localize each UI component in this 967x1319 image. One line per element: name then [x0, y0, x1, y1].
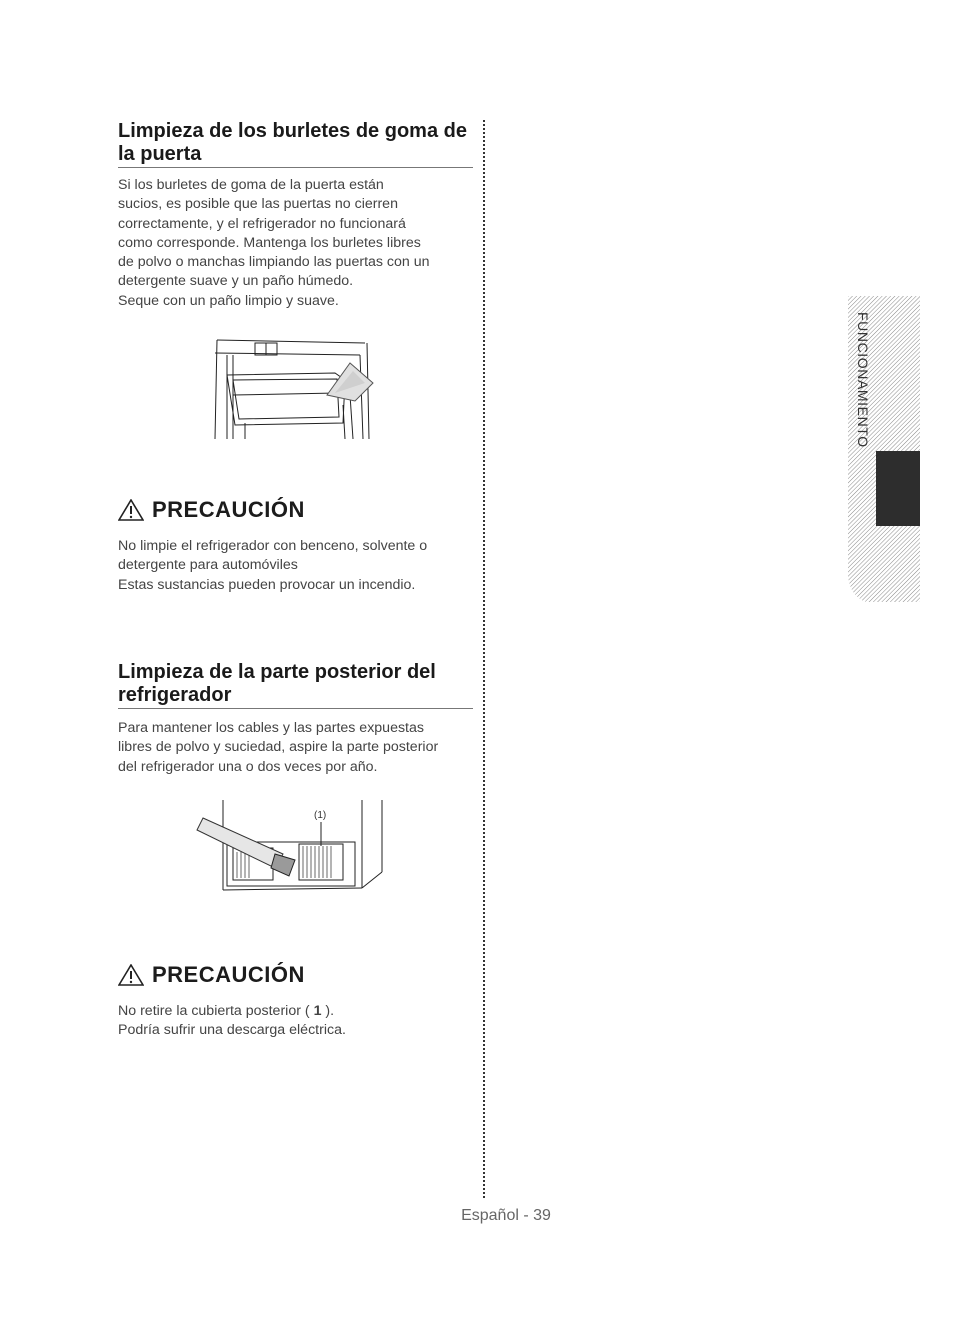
body-line: Seque con un paño limpio y suave.	[118, 292, 339, 309]
chapter-tab-label: FUNCIONAMIENTO	[855, 312, 871, 448]
body-line: correctamente, y el refrigerador no funcionará	[118, 215, 406, 232]
body-line: de polvo o manchas limpiando las puertas con un	[118, 254, 430, 271]
caution-title: PRECAUCIÓN	[152, 962, 305, 987]
body-line: detergente para automóviles	[118, 557, 298, 574]
warning-triangle-icon	[118, 964, 144, 986]
body-line: No limpie el refrigerador con benceno, solvente o	[118, 538, 428, 554]
body-line: del refrigerador una o dos veces por año.	[118, 758, 378, 775]
body-line	[118, 1002, 473, 1021]
body-line: detergente suave y un paño húmedo.	[118, 273, 354, 290]
section-body	[118, 176, 473, 311]
body-text-suffix: ).	[321, 1003, 335, 1019]
section-back-cleaning	[118, 661, 473, 777]
caution-heading	[118, 497, 473, 523]
caution-body	[118, 537, 473, 595]
section-door-gasket	[118, 120, 473, 311]
body-line: Si los burletes de goma de la puerta están	[118, 177, 384, 193]
section-title: Limpieza de la parte posterior del refrigerador	[118, 661, 473, 709]
column-divider	[483, 120, 485, 1198]
caution-block-1	[118, 497, 473, 595]
body-line: libres de polvo y suciedad, aspire la parte posterior	[118, 739, 439, 756]
page-number: Español - 39	[461, 1207, 551, 1224]
caution-block-2	[118, 962, 473, 1041]
body-text-prefix: No retire la cubierta posterior (	[118, 1003, 314, 1019]
caution-heading	[118, 962, 473, 988]
caution-body	[118, 1002, 473, 1041]
caution-title: PRECAUCIÓN	[152, 497, 305, 522]
section-title: Limpieza de los burletes de goma de la puerta	[118, 120, 473, 168]
door-gasket-illustration	[205, 335, 385, 445]
body-line: Podría sufrir una descarga eléctrica.	[118, 1022, 346, 1039]
warning-triangle-icon	[118, 499, 144, 521]
body-line: Para mantener los cables y las partes expuestas	[118, 720, 424, 736]
callout-label: (1)	[314, 810, 327, 821]
callout-number: 1	[313, 1003, 322, 1019]
body-line: Estas sustancias pueden provocar un incendio.	[118, 576, 416, 593]
body-line: sucios, es posible que las puertas no cierren	[118, 196, 398, 213]
body-line: como corresponde. Mantenga los burletes libres	[118, 234, 421, 251]
section-body	[118, 719, 473, 777]
vacuum-back-illustration	[195, 800, 390, 895]
